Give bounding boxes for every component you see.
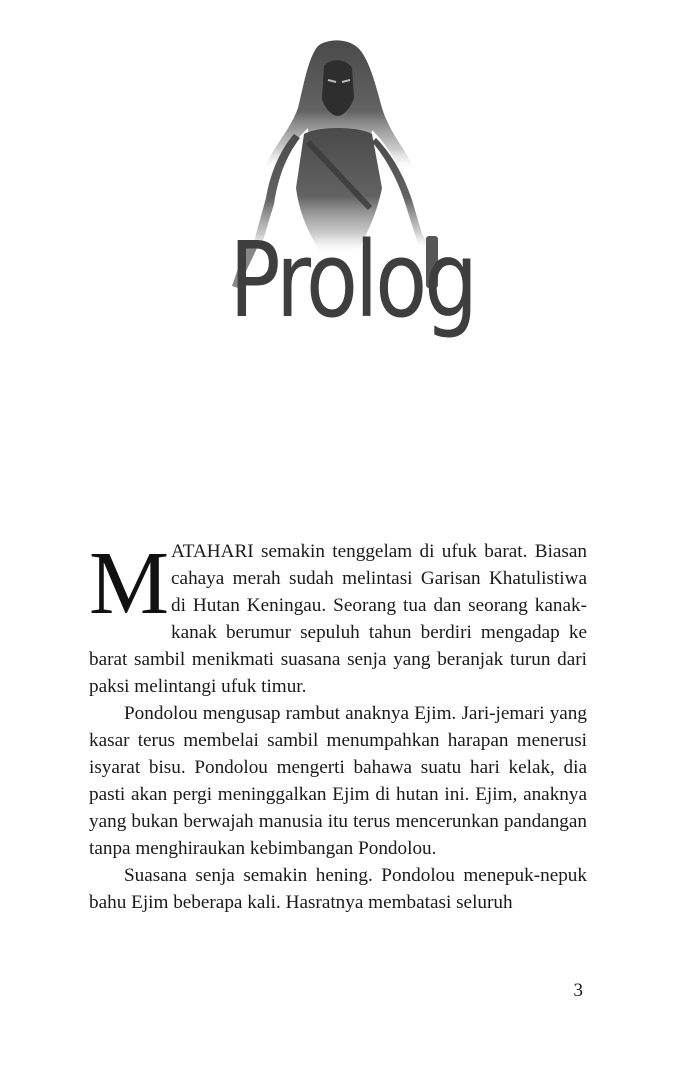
paragraph: [89, 534, 587, 700]
body-text: [89, 534, 587, 916]
page-number: 3: [573, 980, 583, 1001]
drop-cap: M: [89, 534, 170, 633]
paragraph-text: ATAHARI semakin tenggelam di ufuk barat. Biasan cahaya merah sudah melintasi Garisan Khatulistiwa di Hutan Keningau. Seorang tua dan seorang kanak-kanak berumur sepuluh tahun berdiri mengadap ke barat sambil menikmati suasana senja yang beranjak turun dari paksi melintangi ufuk timur.: [89, 541, 587, 697]
paragraph: Pondolou mengusap rambut anaknya Ejim. Jari-jemari yang kasar terus membelai sambil menumpahkan harapan menerusi isyarat bisu. Pondolou mengerti bahawa suatu hari kelak, dia pasti akan pergi meninggalkan Ejim di hutan ini. Ejim, anaknya yang bukan berwajah manusia itu terus mencerunkan pandangan tanpa menghiraukan kebimbangan Pondolou.: [89, 703, 587, 859]
chapter-title: Prolog: [229, 219, 475, 341]
paragraph: Suasana senja semakin hening. Pondolou menepuk-nepuk bahu Ejim beberapa kali. Hasratnya membatasi seluruh: [89, 865, 587, 913]
